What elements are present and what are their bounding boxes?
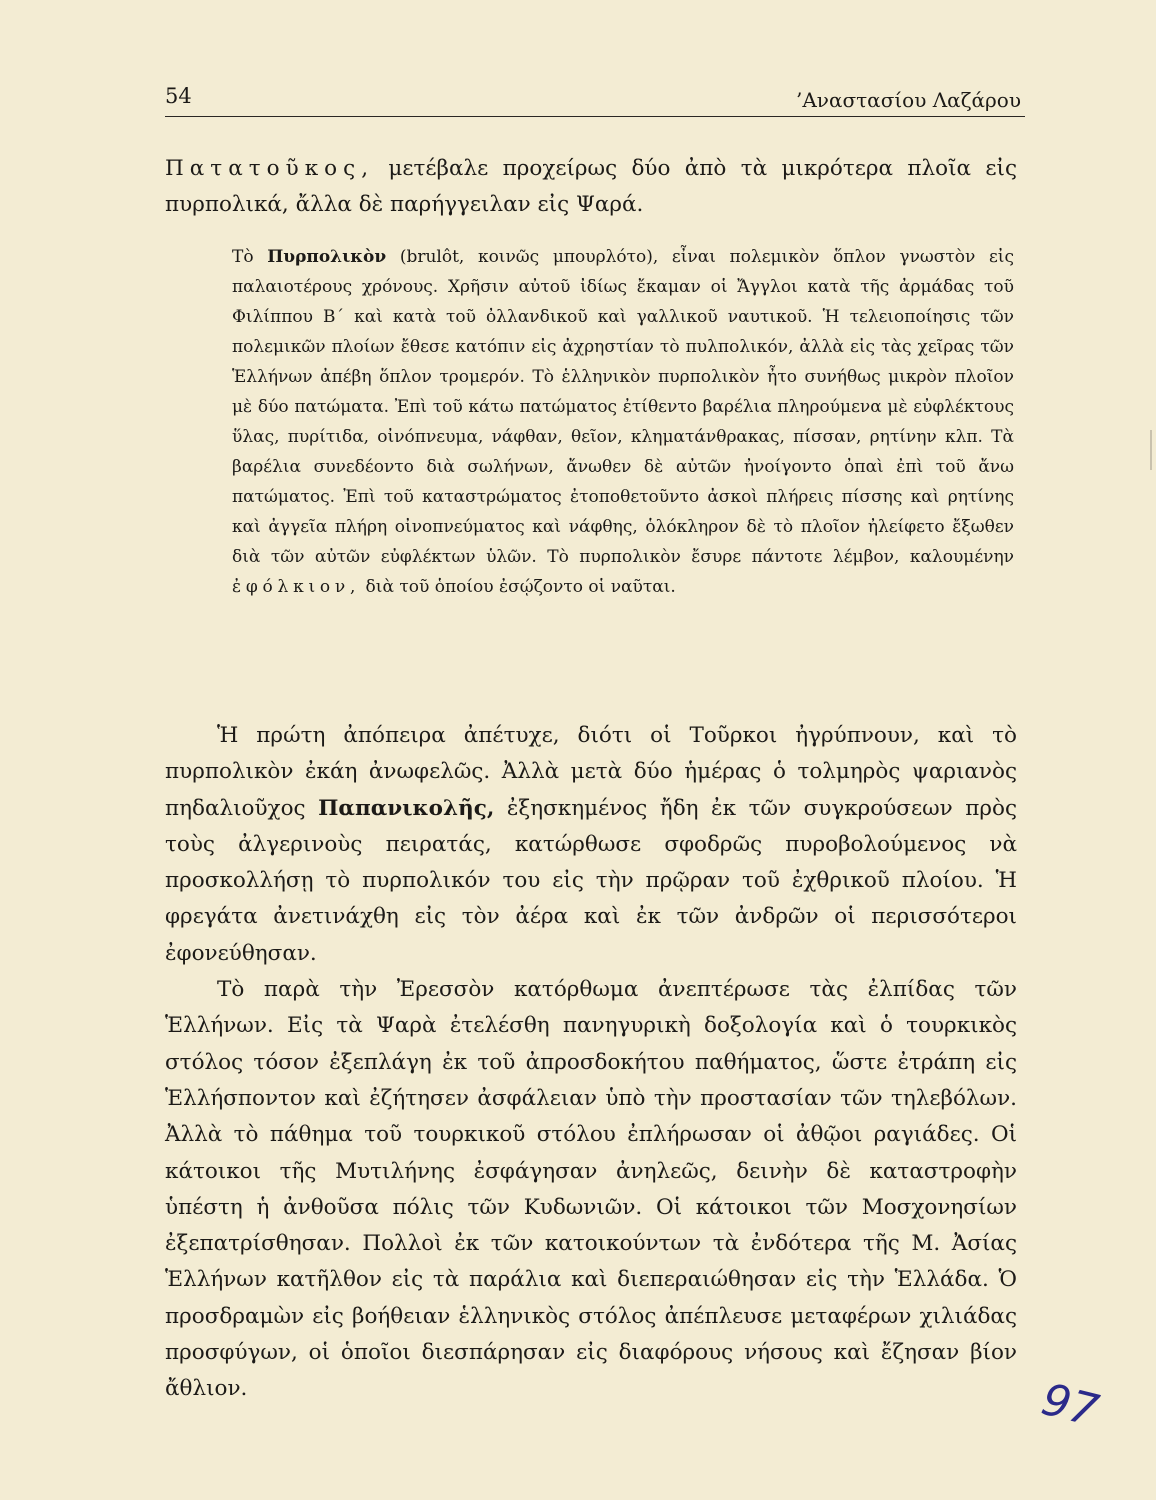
spaced-name: Πατατοῦκος, <box>165 156 375 181</box>
continuation-paragraph <box>165 151 1017 224</box>
footnote-text: (brulôt, κοινῶς μπουρλότο), εἶναι πολεμικὸν ὅπλον γνωστὸν εἰς παλαιοτέρους χρόνους. Χρῆσιν αὐτοῦ ἰδίως ἔκαμαν οἱ Ἄγγλοι κατὰ τῆς ἀρμάδας τοῦ Φιλίππου Β΄ καὶ κατὰ τοῦ ὀλλανδικοῦ καὶ γαλλικοῦ ναυτικοῦ. Ἡ τελειοποίησις τῶν πολεμικῶν πλοίων ἔθεσε κατόπιν εἰς ἀχρηστίαν τὸ πυλπολικόν, ἀλλὰ εἰς τὰς χεῖρας τῶν Ἑλλήνων ἀπέβη ὅπλον τρομερόν. Τὸ ἑλληνικὸν πυρπολικὸν ἦτο συνήθως μικρὸν πλοῖον μὲ δύο πατώματα. Ἐπὶ τοῦ κάτω πατώματος ἐτίθεντο βαρέλια πληρούμενα μὲ εὐφλέκτους ὕλας, πυρίτιδα, οἰνόπνευμα, νάφθαν, θεῖον, κληματάνθρακας, πίσσαν, ρητίνην κλπ. Τὰ βαρέλια συνεδέοντο διὰ σωλήνων, ἄνωθεν δὲ αὐτῶν ἠνοίγοντο ὀπαὶ ἐπὶ τοῦ ἄνω πατώματος. Ἐπὶ τοῦ καταστρώματος ἐτοποθετοῦντο ἀσκοὶ πλήρεις πίσσης καὶ ρητίνης καὶ ἀγγεῖα πλήρη οἰνοπνεύματος καὶ νάφθης, ὁλόκληρον δὲ τὸ πλοῖον ἠλείφετο ἔξωθεν διὰ τῶν αὐτῶν εὐφλέκτων ὑλῶν. Τὸ πυρπολικὸν ἔσυρε πάντοτε λέμβον, καλουμένην <box>232 247 1014 567</box>
paragraph-1-after: ἐξησκημένος ἤδη ἐκ τῶν συγκρούσεων πρὸς τοὺς ἀλγερινοὺς πειρατάς, κατώρθωσε σφοδρῶς πυροβολούμενος νὰ προσκολλήσῃ τὸ πυρπολικόν του εἰς τὴν πρῷραν τοῦ ἐχθρικοῦ πλοίου. Ἡ φρεγάτα ἀνετινάχθη εἰς τὸν ἀέρα καὶ ἐκ τῶν ἀνδρῶν οἱ περισσότεροι ἐφονεύθησαν. <box>165 795 1017 966</box>
page-edge-mark <box>1150 430 1152 470</box>
running-title: ’Αναστασίου Λαζάρου <box>796 88 1021 112</box>
paragraph-1 <box>165 718 1017 972</box>
handwritten-annotation: 97 <box>1036 1373 1104 1438</box>
footnote <box>232 242 1014 602</box>
paragraph-2: Τὸ παρὰ τὴν Ἐρεσσὸν κατόρθωμα ἀνεπτέρωσε τὰς ἐλπίδας τῶν Ἑλλήνων. Εἰς τὰ Ψαρὰ ἐτελέσθη πανηγυρικὴ δοξολογία καὶ ὁ τουρκικὸς στόλος τόσον ἐξεπλάγη ἐκ τοῦ ἀπροσδοκήτου παθήματος, ὥστε ἐτράπη εἰς Ἑλλήσποντον καὶ ἐζήτησεν ἀσφάλειαν ὑπὸ τὴν προστασίαν τῶν τηλεβόλων. Ἀλλὰ τὸ πάθημα τοῦ τουρκικοῦ στόλου ἐπλήρωσαν οἱ ἀθῷοι ραγιάδες. Οἱ κάτοικοι τῆς Μυτιλήνης ἐσφάγησαν ἀνηλεῶς, δεινὴν δὲ καταστροφὴν ὑπέστη ἡ ἀνθοῦσα πόλις τῶν Κυδωνιῶν. Οἱ κάτοικοι τῶν Μοσχονησίων ἐξεπατρίσθησαν. Πολλοὶ ἐκ τῶν κατοικούντων τὰ ἐνδότερα τῆς Μ. Ἀσίας Ἑλλήνων κατῆλθον εἰς τὰ παράλια καὶ διεπεραιώθησαν εἰς τὴν Ἑλλάδα. Ὁ προσδραμὼν εἰς βοήθειαν ἑλληνικὸς στόλος ἀπέπλευσε μεταφέρων χιλιάδας προσφύγων, οἱ ὁποῖοι διεσπάρησαν εἰς διαφόρους νήσους καὶ ἔζησαν βίον ἄθλιον. <box>165 977 1017 1402</box>
footnote-tail: διὰ τοῦ ὁποίου ἐσῴζοντο οἱ ναῦται. <box>360 577 676 597</box>
paragraph-1-before: Ἡ πρώτη ἀπόπειρα ἀπέτυχε, διότι οἱ Τοῦρκοι ἠγρύπνουν, καὶ τὸ πυρπολικὸν ἐκάη ἀνωφελῶς. Ἀλλὰ μετὰ δύο ἡμέρας ὁ τολμηρὸς ψαριανὸς πηδαλιοῦχος <box>165 723 1017 821</box>
continuation-text: μετέβαλε προχείρως δύο ἀπὸ τὰ μικρότερα πλοῖα εἰς πυρπολικά, ἄλλα δὲ παρήγγειλαν εἰς Ψαρά. <box>165 156 1017 218</box>
footnote-term: Πυρπολικὸν <box>267 247 387 267</box>
page-header <box>165 80 1025 117</box>
footnote-spaced-word: ἐφόλκιον, <box>232 577 361 597</box>
page-number: 54 <box>165 84 192 108</box>
body-text <box>165 718 1017 1408</box>
footnote-lead: Τὸ <box>232 247 268 267</box>
paragraph-1-name: Παπανικολῆς, <box>318 795 495 821</box>
